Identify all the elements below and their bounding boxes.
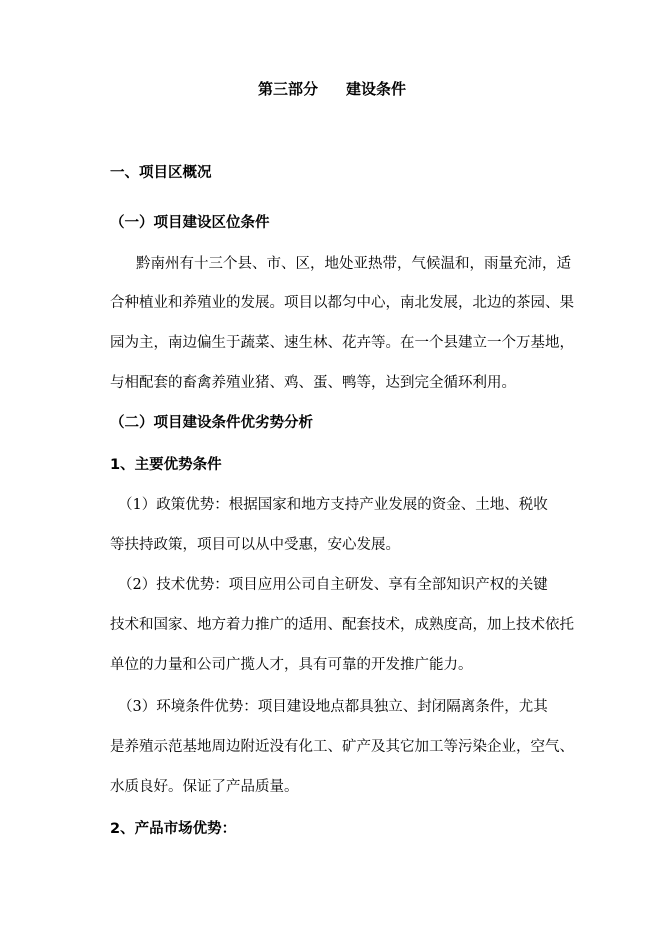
page-title — [258, 79, 406, 99]
paragraph-line: 合种植业和养殖业的发展。项目以都匀中心，南北发展，北边的茶园、果 — [110, 295, 574, 311]
paragraph-line: 与相配套的畜禽养殖业猪、鸡、蛋、鸭等，达到完全循环利用。 — [110, 375, 516, 391]
paragraph-line: （2）技术优势：项目应用公司自主研发、享有全部知识产权的关键 — [118, 577, 548, 593]
subsection-heading-2: （二）项目建设条件优劣势分析 — [110, 415, 313, 431]
title-name: 建设条件 — [346, 80, 407, 98]
paragraph-line: 黔南州有十三个县、市、区，地处亚热带，气候温和，雨量充沛，适 — [136, 256, 571, 272]
paragraph-line: （3）环境条件优势：项目建设地点都具独立、封闭隔离条件，尤其 — [118, 699, 548, 715]
paragraph-line: 园为主，南边偏生于蔬菜、速生林、花卉等。在一个县建立一个万基地， — [110, 335, 574, 351]
paragraph-line: 水质良好。保证了产品质量。 — [110, 779, 299, 795]
title-part: 第三部分 — [258, 80, 319, 98]
paragraph-line: 等扶持政策，项目可以从中受惠，安心发展。 — [110, 537, 400, 553]
paragraph-line: 技术和国家、地方着力推广的适用、配套技术，成熟度高，加上技术依托 — [110, 617, 574, 633]
numbered-heading-2: 2、产品市场优势： — [110, 821, 237, 837]
paragraph-line: （1）政策优势：根据国家和地方支持产业发展的资金、土地、税收 — [118, 497, 548, 513]
paragraph-line: 是养殖示范基地周边附近没有化工、矿产及其它加工等污染企业，空气、 — [110, 739, 574, 755]
numbered-heading-1: 1、主要优势条件 — [110, 457, 222, 473]
paragraph-line: 单位的力量和公司广揽人才，具有可靠的开发推广能力。 — [110, 657, 473, 673]
subsection-heading-1: （一）项目建设区位条件 — [110, 215, 270, 231]
section-heading-1: 一、项目区概况 — [110, 165, 212, 181]
